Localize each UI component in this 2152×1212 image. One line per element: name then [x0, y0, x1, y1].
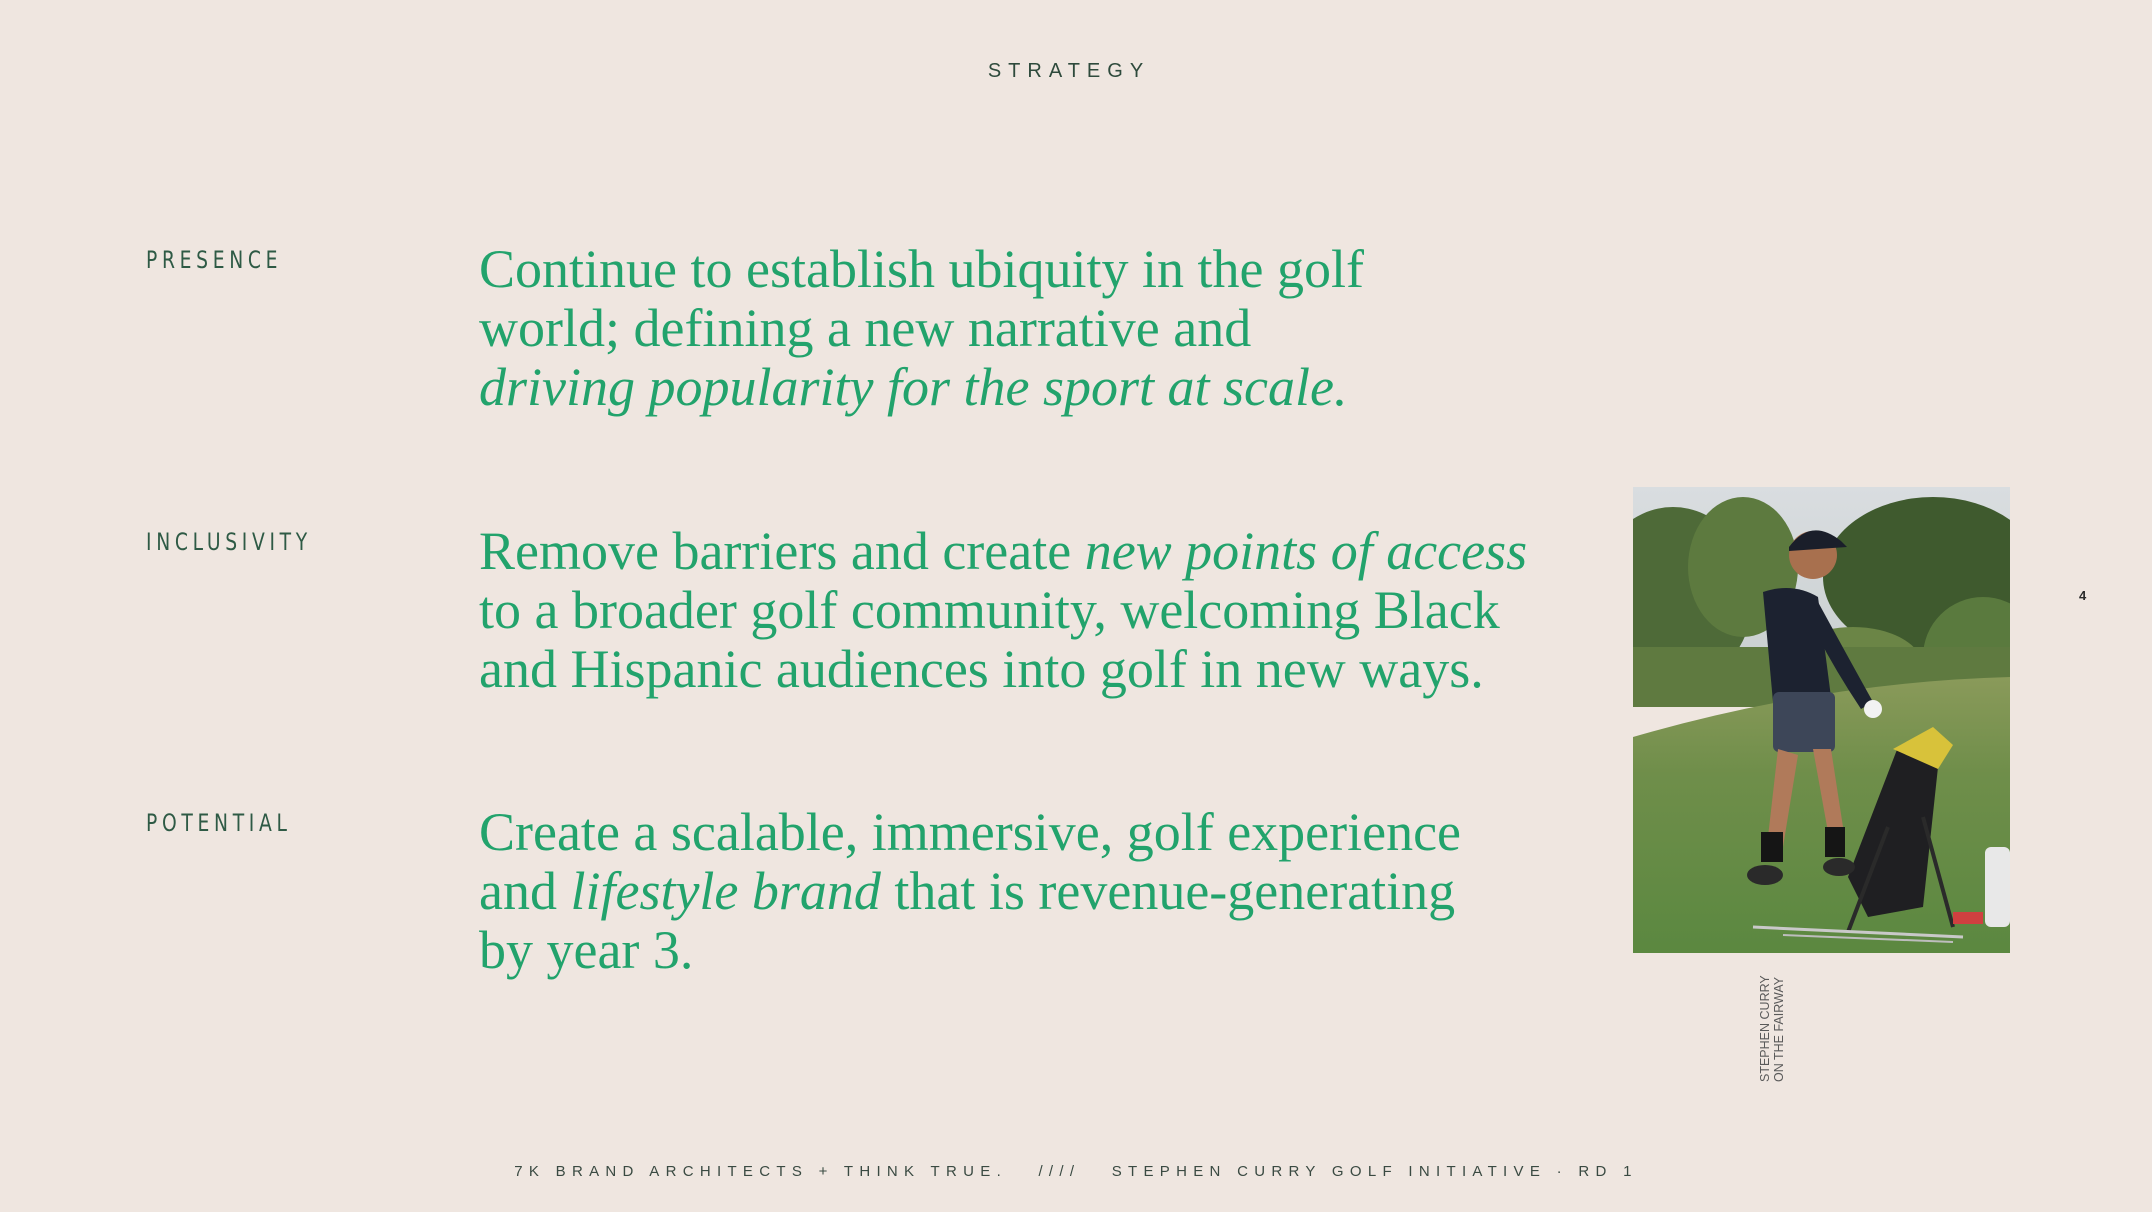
presence-line-3: [479, 358, 1579, 417]
presence-line-1: Continue to establish ubiquity in the golf: [479, 239, 1364, 299]
potential-italic-text: lifestyle brand: [570, 861, 881, 921]
page-number: 4: [2079, 588, 2087, 603]
presence-line-2: world; defining a new narrative and: [479, 298, 1252, 358]
golfer-photo: [1633, 487, 2010, 953]
footer-text: 7K BRAND ARCHITECTS + THINK TRUE. //// STEPHEN CURRY GOLF INITIATIVE · RD 1: [514, 1163, 1638, 1180]
section-body-potential: [479, 803, 1579, 980]
presence-italic-text: driving popularity for the sport at scale.: [479, 357, 1348, 417]
inclusivity-line-2: to a broader golf community, welcoming Black: [479, 580, 1500, 640]
photo-caption-line-1: STEPHEN CURRY: [1758, 975, 1772, 1082]
inclusivity-line-1: [479, 522, 1579, 581]
golfer-photo-illustration: [1633, 487, 2010, 953]
section-label-presence: PRESENCE: [146, 246, 283, 274]
section-body-inclusivity: [479, 522, 1579, 699]
potential-line-2-end: that is revenue-generating: [880, 861, 1456, 921]
inclusivity-italic-text: new points of access: [1084, 521, 1528, 581]
photo-caption: [1758, 970, 1788, 1082]
potential-line-3: by year 3.: [479, 920, 694, 980]
inclusivity-line-1-text: Remove barriers and create: [479, 521, 1085, 581]
potential-line-1: Create a scalable, immersive, golf experience: [479, 802, 1462, 862]
inclusivity-line-3: and Hispanic audiences into golf in new ways.: [479, 639, 1484, 699]
section-body-presence: [479, 240, 1579, 417]
page-title: STRATEGY: [987, 60, 1151, 82]
section-label-potential: POTENTIAL: [146, 809, 292, 837]
potential-line-2-start: and: [479, 861, 571, 921]
potential-line-2: [479, 862, 1579, 921]
photo-caption-line-2: ON THE FAIRWAY: [1772, 976, 1786, 1082]
section-label-inclusivity: INCLUSIVITY: [146, 528, 312, 556]
